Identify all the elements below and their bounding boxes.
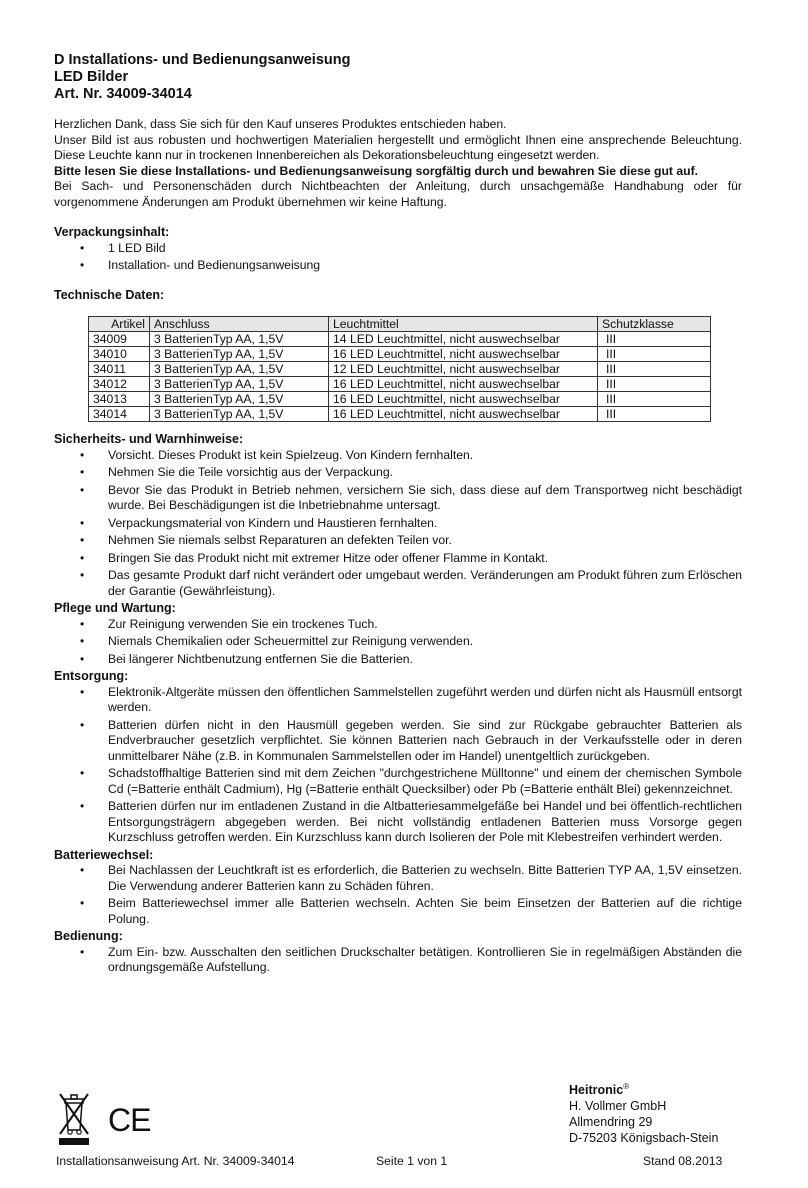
list-item: • Bei längerer Nichtbenutzung entfernen Sie die Batterien. (108, 652, 742, 668)
company-line: H. Vollmer GmbH (569, 1099, 667, 1114)
list-item: • Schadstoffhaltige Batterien sind mit dem Zeichen "durchgestrichene Mülltonne" und einem der chemischen Symbole Cd (=Batterie enthält Cadmium), Hg (=Batterie enthält Quecksilber) oder Pb (=Batterie enthält Blei) gekennzeichnet. (108, 766, 742, 797)
table-cell: 12 LED Leuchtmittel, nicht auswechselbar (329, 362, 598, 377)
list-item: • Niemals Chemikalien oder Scheuermittel zur Reinigung verwenden. (108, 634, 742, 650)
column-header: Schutzklasse (598, 317, 711, 332)
table-cell: 14 LED Leuchtmittel, nicht auswechselbar (329, 332, 598, 347)
table-row (89, 377, 711, 392)
column-header: Artikel (89, 317, 150, 332)
table-cell: 3 BatterienTyp AA, 1,5V (150, 347, 329, 362)
table-cell: 34009 (89, 332, 150, 347)
table-cell: 3 BatterienTyp AA, 1,5V (150, 392, 329, 407)
table-cell: III (598, 407, 711, 422)
battery-heading: Batteriewechsel: (54, 847, 154, 862)
list-item: • 1 LED Bild (108, 241, 742, 257)
table-cell: III (598, 332, 711, 347)
care-heading: Pflege und Wartung: (54, 601, 176, 615)
table-cell: 34011 (89, 362, 150, 377)
doc-title-3: Art. Nr. 34009-34014 (54, 86, 192, 102)
content (54, 52, 742, 978)
table-cell: 34012 (89, 377, 150, 392)
list-item: • Batterien dürfen nur im entladenen Zustand in die Altbatteriesammelgefäße bei Handel und bei öffentlich-rechtlichen Entsorgungsträgern abgegeben werden. Bei nicht vollständig entladenen Batterien muss Vorsorge gegen Kurzschluss getroffen werden. Ein Kurzschluss kann durch Isolieren der Pole mit Klebestreifen verhindert werden. (108, 799, 742, 846)
list-item: • Bevor Sie das Produkt in Betrieb nehmen, versichern Sie sich, dass diese auf dem Transportweg nicht beschädigt wurde. Bei Beschädigungen ist die Inbetriebnahme untersagt. (108, 483, 742, 514)
doc-title-2: LED Bilder (54, 69, 129, 85)
table-cell: 3 BatterienTyp AA, 1,5V (150, 332, 329, 347)
footer-page-number: Seite 1 von 1 (376, 1154, 448, 1168)
table-row (89, 392, 711, 407)
certification-symbols (56, 1090, 156, 1146)
table-cell: III (598, 392, 711, 407)
table-row (89, 347, 711, 362)
intro-read-notice: Bitte lesen Sie diese Installations- und Bedienungsanweisung sorgfältig durch und bewahren Sie diese gut auf. (54, 163, 699, 178)
technical-table (88, 316, 711, 422)
crossed-out-bin-icon (56, 1090, 92, 1146)
technical-heading: Technische Daten: (54, 287, 165, 302)
intro-description: Unser Bild ist aus robusten und hochwertigen Materialien hergestellt und ermöglicht Ihnen eine ansprechende Beleuchtung. Diese Leuchte kann nur in trockenen Innenbereichen als Dekorationsbeleuchtung eingesetzt werden. (54, 132, 742, 162)
doc-title-1: D Installations- und Bedienungsanweisung (54, 52, 351, 68)
battery-list (54, 863, 742, 927)
company-address (569, 1079, 718, 1146)
company-line: D-75203 Königsbach-Stein (569, 1131, 719, 1146)
safety-list (54, 448, 742, 600)
disposal-list (54, 685, 742, 846)
list-item: • Bei Nachlassen der Leuchtkraft ist es erforderlich, die Batterien zu wechseln. Bitte Batterien TYP AA, 1,5V einsetzen. Die Verwendung anderer Batterien kann zu Schäden führen. (108, 863, 742, 894)
disposal-heading: Entsorgung: (54, 669, 129, 683)
list-item: • Das gesamte Produkt darf nicht verändert oder umgebaut werden. Veränderungen am Produkt führen zum Erlöschen der Garantie (Gewährleistung). (108, 568, 742, 599)
table-cell: III (598, 362, 711, 377)
table-cell: 34014 (89, 407, 150, 422)
footer-date: Stand 08.2013 (643, 1154, 723, 1168)
operation-heading: Bedienung: (54, 929, 123, 943)
registered-mark: ® (623, 1082, 630, 1091)
column-header: Anschluss (150, 317, 329, 332)
table-header-row (89, 317, 711, 332)
table-row (89, 362, 711, 377)
packaging-list (54, 241, 742, 274)
table-cell: 16 LED Leuchtmittel, nicht auswechselbar (329, 392, 598, 407)
table-cell: 3 BatterienTyp AA, 1,5V (150, 362, 329, 377)
table-cell: 34010 (89, 347, 150, 362)
list-item: • Bringen Sie das Produkt nicht mit extremer Hitze oder offener Flamme in Kontakt. (108, 551, 742, 567)
footer-doc-ref: Installationsanweisung Art. Nr. 34009-34014 (56, 1154, 295, 1168)
list-item: • Nehmen Sie die Teile vorsichtig aus der Verpackung. (108, 465, 742, 481)
table-row (89, 332, 711, 347)
list-item: • Elektronik-Altgeräte müssen den öffentlichen Sammelstellen zugeführt werden und dürfen nicht als Hausmüll entsorgt werden. (108, 685, 742, 716)
table-cell: 3 BatterienTyp AA, 1,5V (150, 407, 329, 422)
table-cell: 16 LED Leuchtmittel, nicht auswechselbar (329, 407, 598, 422)
table-cell: 3 BatterienTyp AA, 1,5V (150, 377, 329, 392)
table-cell: 34013 (89, 392, 150, 407)
table-cell: 16 LED Leuchtmittel, nicht auswechselbar (329, 347, 598, 362)
table-cell: III (598, 377, 711, 392)
column-header: Leuchtmittel (329, 317, 598, 332)
intro-liability: Bei Sach- und Personenschäden durch Nichtbeachten der Anleitung, durch unsachgemäße Handhabung oder für vorgenommene Änderungen am Produkt übernehmen wir keine Haftung. (54, 179, 742, 209)
company-line: Allmendring 29 (569, 1115, 653, 1130)
ce-mark-icon: CE (108, 1102, 151, 1138)
list-item: • Nehmen Sie niemals selbst Reparaturen an defekten Teilen vor. (108, 533, 742, 549)
list-item: • Zur Reinigung verwenden Sie ein trockenes Tuch. (108, 617, 742, 633)
care-list (54, 617, 742, 668)
intro-thanks: Herzlichen Dank, dass Sie sich für den Kauf unseres Produktes entschieden haben. (54, 117, 507, 131)
safety-heading: Sicherheits- und Warnhinweise: (54, 432, 244, 446)
list-item: • Verpackungsmaterial von Kindern und Haustieren fernhalten. (108, 516, 742, 532)
list-item: • Batterien dürfen nicht in den Hausmüll gegeben werden. Sie sind zur Rückgabe gebrauchter Batterien als Endverbraucher gesetzlich verpflichtet. Sie können Batterien nach Gebrauch in der Verkaufsstelle oder in deren unmittelbarer Nähe (z.B. in Kommunalen Sammelstellen oder im Handel) unentgeltlich zurückgeben. (108, 718, 742, 765)
list-item: • Vorsicht. Dieses Produkt ist kein Spielzeug. Von Kindern fernhalten. (108, 448, 742, 464)
company-name: Heitronic (569, 1083, 624, 1098)
packaging-heading: Verpackungsinhalt: (54, 225, 170, 239)
list-item: • Zum Ein- bzw. Ausschalten den seitlichen Druckschalter betätigen. Kontrollieren Sie in regelmäßigen Abständen die ordnungsgemäße Aufstellung. (108, 945, 742, 976)
table-row (89, 407, 711, 422)
table-cell: III (598, 347, 711, 362)
table-cell: 16 LED Leuchtmittel, nicht auswechselbar (329, 377, 598, 392)
operation-list (54, 945, 742, 976)
list-item: • Beim Batteriewechsel immer alle Batterien wechseln. Achten Sie beim Einsetzen der Batterien auf die richtige Polung. (108, 896, 742, 927)
list-item: • Installation- und Bedienungsanweisung (108, 258, 742, 274)
